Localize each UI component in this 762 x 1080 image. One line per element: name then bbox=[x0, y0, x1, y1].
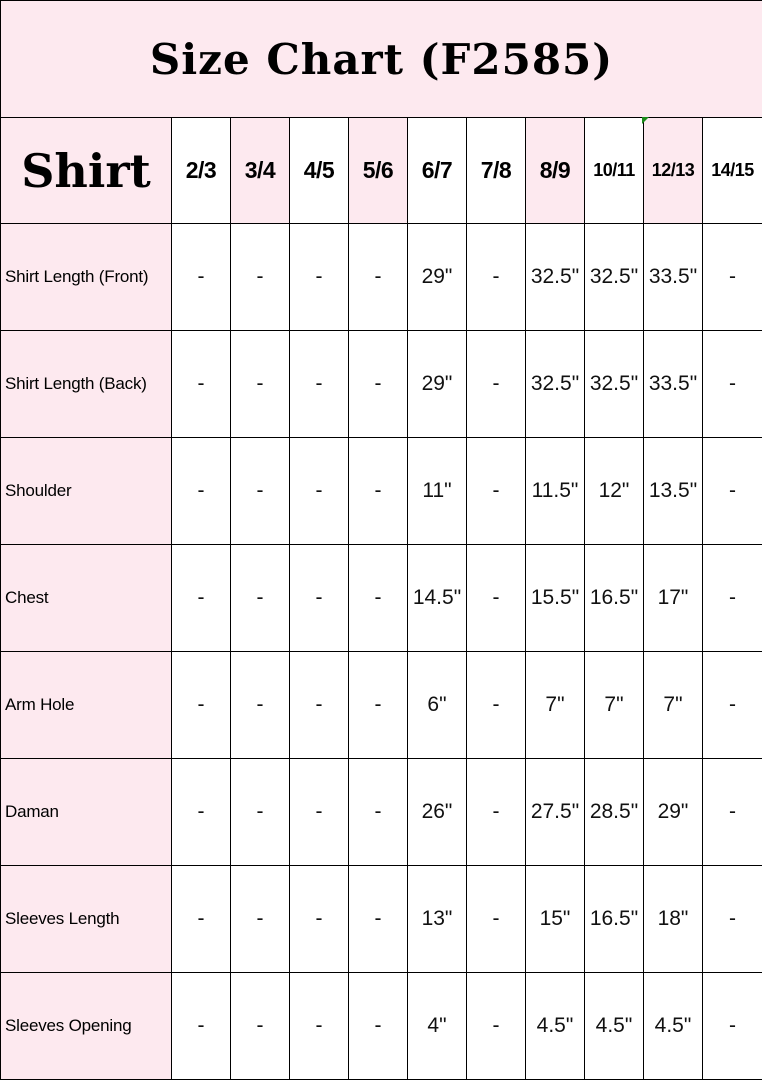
measurement-cell: - bbox=[172, 866, 231, 973]
measurement-cell: 11" bbox=[408, 438, 467, 545]
measurement-cell: 29" bbox=[644, 759, 703, 866]
measurement-cell: - bbox=[290, 759, 349, 866]
measurement-cell: 12" bbox=[585, 438, 644, 545]
measurement-cell: - bbox=[467, 331, 526, 438]
measurement-cell: - bbox=[703, 759, 762, 866]
measurement-cell: - bbox=[349, 438, 408, 545]
size-header-row bbox=[1, 118, 762, 224]
measurement-cell: 7" bbox=[644, 652, 703, 759]
measurement-cell: - bbox=[349, 331, 408, 438]
measurement-cell: 18" bbox=[644, 866, 703, 973]
measurement-cell: - bbox=[172, 973, 231, 1080]
measurement-cell: - bbox=[349, 759, 408, 866]
measurement-cell: 26" bbox=[408, 759, 467, 866]
measurement-cell: 33.5" bbox=[644, 331, 703, 438]
measurement-cell: - bbox=[231, 866, 290, 973]
measurement-cell: 32.5" bbox=[585, 224, 644, 331]
size-header-5-6: 5/6 bbox=[349, 118, 408, 224]
measurement-cell: - bbox=[290, 973, 349, 1080]
measurement-cell: - bbox=[703, 973, 762, 1080]
measurement-cell: - bbox=[467, 438, 526, 545]
size-header-10-11: 10/11 bbox=[585, 118, 644, 224]
measurement-cell: - bbox=[231, 973, 290, 1080]
chart-title: Size Chart (F2585) bbox=[1, 1, 762, 118]
table-row bbox=[1, 866, 762, 973]
row-label: Sleeves Length bbox=[1, 866, 172, 973]
measurement-cell: - bbox=[290, 545, 349, 652]
measurement-cell: - bbox=[703, 224, 762, 331]
measurement-cell: - bbox=[231, 652, 290, 759]
measurement-cell: - bbox=[172, 331, 231, 438]
measurement-cell: - bbox=[349, 866, 408, 973]
measurement-cell: - bbox=[349, 545, 408, 652]
table-row bbox=[1, 652, 762, 759]
table-row bbox=[1, 973, 762, 1080]
measurement-cell: - bbox=[231, 759, 290, 866]
measurement-cell: 13.5" bbox=[644, 438, 703, 545]
measurement-cell: 32.5" bbox=[526, 331, 585, 438]
measurement-cell: 4.5" bbox=[585, 973, 644, 1080]
measurement-cell: - bbox=[172, 759, 231, 866]
measurement-cell: 16.5" bbox=[585, 866, 644, 973]
measurement-cell: 7" bbox=[526, 652, 585, 759]
measurement-cell: - bbox=[172, 652, 231, 759]
measurement-cell: 4" bbox=[408, 973, 467, 1080]
measurement-cell: - bbox=[290, 652, 349, 759]
measurement-cell: - bbox=[231, 545, 290, 652]
measurement-cell: - bbox=[172, 224, 231, 331]
size-header-7-8: 7/8 bbox=[467, 118, 526, 224]
table-row bbox=[1, 759, 762, 866]
shirt-header: Shirt bbox=[1, 118, 172, 224]
measurement-cell: 33.5" bbox=[644, 224, 703, 331]
size-header-8-9: 8/9 bbox=[526, 118, 585, 224]
measurement-cell: - bbox=[172, 545, 231, 652]
cell-comment-marker bbox=[642, 117, 649, 124]
measurement-cell: 4.5" bbox=[644, 973, 703, 1080]
measurement-cell: - bbox=[349, 652, 408, 759]
row-label: Sleeves Opening bbox=[1, 973, 172, 1080]
measurement-cell: - bbox=[467, 652, 526, 759]
size-header-14-15: 14/15 bbox=[703, 118, 762, 224]
measurement-cell: 14.5" bbox=[408, 545, 467, 652]
measurement-cell: - bbox=[231, 438, 290, 545]
row-label: Daman bbox=[1, 759, 172, 866]
row-label: Shoulder bbox=[1, 438, 172, 545]
measurement-cell: 4.5" bbox=[526, 973, 585, 1080]
measurement-cell: - bbox=[703, 866, 762, 973]
measurement-cell: - bbox=[231, 331, 290, 438]
measurement-cell: - bbox=[467, 545, 526, 652]
measurement-cell: 17" bbox=[644, 545, 703, 652]
measurement-cell: 16.5" bbox=[585, 545, 644, 652]
measurement-cell: 29" bbox=[408, 331, 467, 438]
measurement-cell: - bbox=[231, 224, 290, 331]
measurement-cell: 32.5" bbox=[526, 224, 585, 331]
measurement-cell: 32.5" bbox=[585, 331, 644, 438]
size-header-2-3: 2/3 bbox=[172, 118, 231, 224]
row-label: Arm Hole bbox=[1, 652, 172, 759]
row-label: Shirt Length (Back) bbox=[1, 331, 172, 438]
table-row bbox=[1, 438, 762, 545]
measurement-cell: - bbox=[290, 224, 349, 331]
measurement-cell: - bbox=[467, 759, 526, 866]
measurement-cell: - bbox=[467, 973, 526, 1080]
size-header-6-7: 6/7 bbox=[408, 118, 467, 224]
measurement-cell: 7" bbox=[585, 652, 644, 759]
measurement-cell: - bbox=[467, 866, 526, 973]
measurement-cell: 29" bbox=[408, 224, 467, 331]
measurement-cell: 11.5" bbox=[526, 438, 585, 545]
measurement-cell: 15" bbox=[526, 866, 585, 973]
row-label: Shirt Length (Front) bbox=[1, 224, 172, 331]
measurement-cell: - bbox=[172, 438, 231, 545]
measurement-cell: 28.5" bbox=[585, 759, 644, 866]
measurement-cell: - bbox=[703, 652, 762, 759]
table-row bbox=[1, 545, 762, 652]
measurement-cell: 15.5" bbox=[526, 545, 585, 652]
measurement-cell: 13" bbox=[408, 866, 467, 973]
measurement-cell: 27.5" bbox=[526, 759, 585, 866]
measurement-cell: - bbox=[703, 331, 762, 438]
measurement-cell: - bbox=[290, 438, 349, 545]
measurement-cell: 6" bbox=[408, 652, 467, 759]
measurement-cell: - bbox=[467, 224, 526, 331]
measurement-cell: - bbox=[290, 866, 349, 973]
measurement-cell: - bbox=[349, 224, 408, 331]
size-header-12-13: 12/13 bbox=[644, 118, 703, 224]
measurement-cell: - bbox=[349, 973, 408, 1080]
measurement-cell: - bbox=[290, 331, 349, 438]
size-header-3-4: 3/4 bbox=[231, 118, 290, 224]
size-header-4-5: 4/5 bbox=[290, 118, 349, 224]
row-label: Chest bbox=[1, 545, 172, 652]
measurement-cell: - bbox=[703, 545, 762, 652]
table-row bbox=[1, 224, 762, 331]
table-row bbox=[1, 331, 762, 438]
measurement-cell: - bbox=[703, 438, 762, 545]
